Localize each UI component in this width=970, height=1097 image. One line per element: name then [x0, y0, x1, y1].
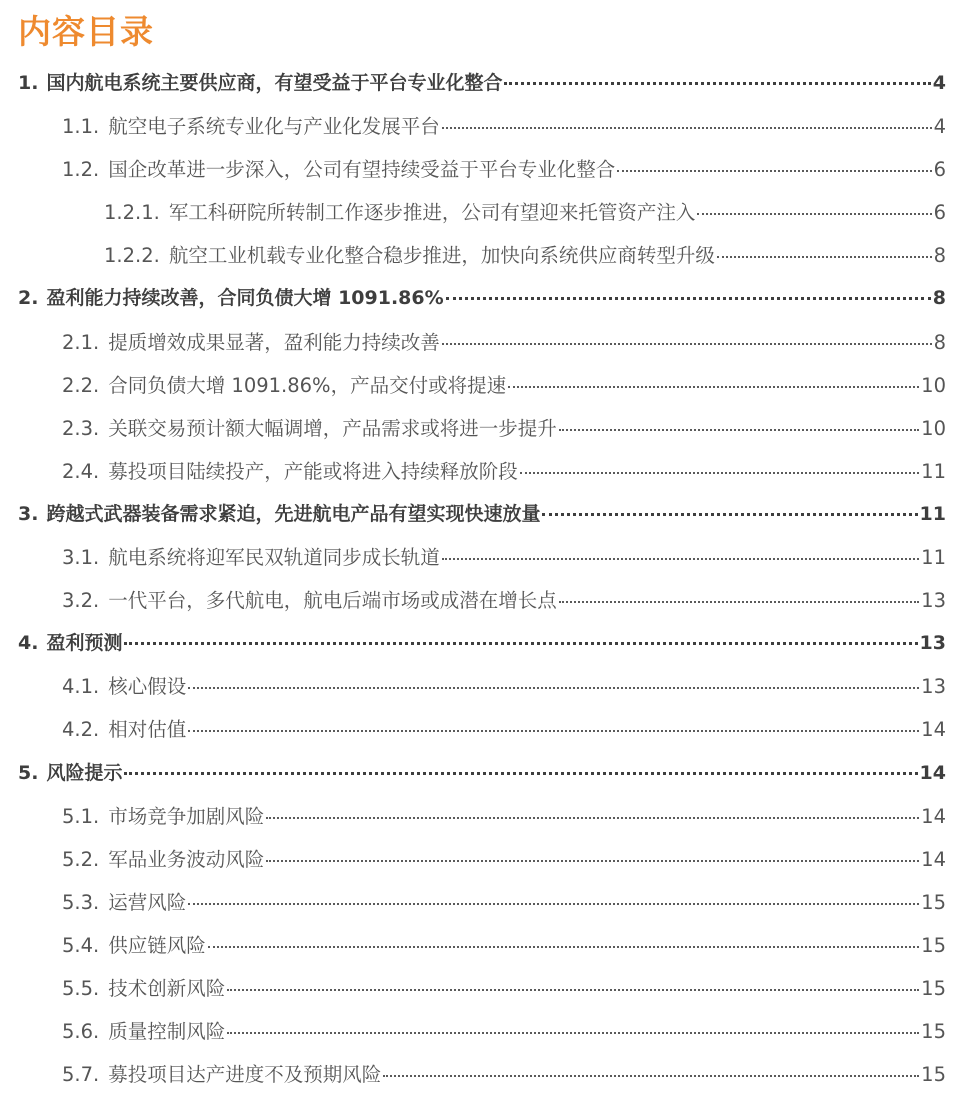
toc-entry-number: 2.2. — [62, 373, 100, 397]
dot-leader — [559, 601, 919, 603]
toc-entry-2-4[interactable] — [0, 450, 970, 493]
dot-leader — [442, 558, 919, 560]
toc-entry-title: 核心假设 — [108, 675, 187, 699]
toc-entry-page: 6 — [933, 158, 946, 182]
toc-entry-title: 航空工业机载专业化整合稳步推进，加快向系统供应商转型升级 — [168, 244, 715, 268]
toc-entry-title: 军工科研院所转制工作逐步推进，公司有望迎来托管资产注入 — [168, 201, 696, 225]
toc-entry-3[interactable] — [0, 493, 970, 536]
dot-leader — [559, 429, 919, 431]
toc-entry-number: 1.2.1. — [104, 201, 160, 225]
dot-leader — [508, 386, 919, 388]
toc-entry-page: 15 — [921, 890, 946, 914]
toc-entry-1-1[interactable] — [0, 105, 970, 148]
toc-entry-title: 募投项目陆续投产，产能或将进入持续释放阶段 — [108, 459, 518, 483]
toc-entry-title: 一代平台，多代航电，航电后端市场或成潜在增长点 — [108, 589, 557, 613]
toc-entry-title: 合同负债大增 1091.86%，产品交付或将提速 — [108, 373, 507, 397]
dot-leader — [446, 297, 931, 300]
toc-entry-title: 募投项目达产进度不及预期风险 — [108, 1063, 382, 1087]
toc-entry-title: 运营风险 — [108, 890, 187, 914]
toc-entry-number: 5.1. — [62, 804, 100, 828]
toc-entry-number: 4.2. — [62, 718, 100, 742]
toc-entry-page: 6 — [933, 201, 946, 225]
toc-entry-5-2[interactable] — [0, 838, 970, 881]
toc-entry-page: 8 — [932, 287, 946, 310]
toc-entry-title: 军品业务波动风险 — [108, 847, 265, 871]
toc-entry-5-7[interactable] — [0, 1053, 970, 1096]
toc-entry-page: 8 — [933, 330, 946, 354]
toc-entry-5-6[interactable] — [0, 1010, 970, 1053]
toc-entry-3-1[interactable] — [0, 536, 970, 579]
toc-entry-number: 4.1. — [62, 675, 100, 699]
toc-entry-number: 2. — [18, 287, 39, 310]
toc-entry-number: 5.7. — [62, 1063, 100, 1087]
toc-entry-number: 5.5. — [62, 976, 100, 1000]
toc-entry-2-2[interactable] — [0, 364, 970, 407]
toc-entry-page: 13 — [919, 632, 946, 655]
toc-entry-title: 质量控制风险 — [108, 1020, 226, 1044]
toc-entry-2-1[interactable] — [0, 321, 970, 364]
dot-leader — [227, 1032, 919, 1034]
toc-entry-page: 14 — [921, 804, 946, 828]
toc-entry-page: 4 — [932, 72, 946, 94]
toc-entry-number: 5. — [18, 761, 39, 784]
toc-entry-page: 10 — [921, 416, 946, 440]
toc-entry-page: 11 — [921, 459, 946, 483]
toc-entry-title: 关联交易预计额大幅调增，产品需求或将进一步提升 — [108, 416, 557, 440]
dot-leader — [208, 946, 919, 948]
toc-entry-page: 15 — [921, 1063, 946, 1087]
toc-entry-number: 1.2. — [62, 158, 100, 182]
toc-entry-page: 15 — [921, 976, 946, 1000]
toc-entry-1-2-2[interactable] — [0, 234, 970, 277]
toc-entry-title: 跨越式武器装备需求紧迫，先进航电产品有望实现快速放量 — [46, 502, 541, 525]
dot-leader — [188, 730, 919, 732]
toc-entry-title: 国企改革进一步深入，公司有望持续受益于平台专业化整合 — [108, 158, 616, 182]
toc-entry-5-3[interactable] — [0, 881, 970, 924]
toc-entry-title: 盈利能力持续改善，合同负债大增 1091.86% — [46, 287, 444, 310]
toc-entry-title: 提质增效成果显著，盈利能力持续改善 — [108, 330, 440, 354]
dot-leader — [442, 127, 932, 129]
dot-leader — [697, 213, 931, 215]
toc-entry-title: 技术创新风险 — [108, 976, 226, 1000]
toc-list — [0, 62, 970, 1096]
toc-entry-number: 1. — [18, 72, 39, 94]
toc-entry-title: 相对估值 — [108, 718, 187, 742]
toc-entry-3-2[interactable] — [0, 579, 970, 622]
toc-entry-page: 13 — [921, 589, 946, 613]
toc-entry-number: 3.1. — [62, 546, 100, 570]
dot-leader — [442, 343, 932, 345]
toc-entry-number: 3.2. — [62, 589, 100, 613]
toc-entry-number: 5.6. — [62, 1020, 100, 1044]
toc-entry-page: 14 — [919, 761, 946, 784]
toc-entry-2-3[interactable] — [0, 407, 970, 450]
toc-entry-4-1[interactable] — [0, 665, 970, 708]
toc-entry-number: 5.4. — [62, 933, 100, 957]
toc-entry-page: 11 — [921, 546, 946, 570]
toc-entry-title: 国内航电系统主要供应商，有望受益于平台专业化整合 — [46, 72, 503, 94]
toc-entry-number: 5.3. — [62, 890, 100, 914]
toc-entry-title: 航空电子系统专业化与产业化发展平台 — [108, 115, 440, 139]
toc-entry-number: 1.2.2. — [104, 244, 160, 268]
toc-entry-page: 10 — [921, 373, 946, 397]
toc-entry-5[interactable] — [0, 752, 970, 795]
dot-leader — [383, 1075, 919, 1077]
toc-entry-page: 14 — [921, 718, 946, 742]
toc-entry-number: 2.1. — [62, 330, 100, 354]
toc-entry-1-2-1[interactable] — [0, 191, 970, 234]
toc-entry-number: 5.2. — [62, 847, 100, 871]
toc-entry-4[interactable] — [0, 622, 970, 665]
toc-entry-4-2[interactable] — [0, 708, 970, 751]
toc-entry-page: 15 — [921, 1020, 946, 1044]
toc-entry-title: 盈利预测 — [46, 632, 123, 655]
toc-entry-5-1[interactable] — [0, 795, 970, 838]
toc-entry-title: 供应链风险 — [108, 933, 206, 957]
toc-entry-page: 4 — [933, 115, 946, 139]
toc-entry-2[interactable] — [0, 277, 970, 320]
toc-entry-title: 航电系统将迎军民双轨道同步成长轨道 — [108, 546, 440, 570]
dot-leader — [124, 642, 917, 645]
dot-leader — [717, 256, 932, 258]
toc-entry-number: 4. — [18, 632, 39, 655]
dot-leader — [542, 513, 917, 516]
toc-entry-1[interactable] — [0, 62, 970, 105]
toc-entry-number: 3. — [18, 502, 39, 525]
dot-leader — [227, 989, 919, 991]
toc-entry-page: 15 — [921, 933, 946, 957]
toc-entry-5-4[interactable] — [0, 924, 970, 967]
dot-leader — [266, 860, 919, 862]
toc-entry-5-5[interactable] — [0, 967, 970, 1010]
dot-leader — [266, 817, 919, 819]
toc-entry-page: 14 — [921, 847, 946, 871]
toc-entry-number: 1.1. — [62, 115, 100, 139]
dot-leader — [504, 82, 930, 85]
toc-entry-title: 风险提示 — [46, 761, 123, 784]
toc-entry-number: 2.3. — [62, 416, 100, 440]
toc-entry-number: 2.4. — [62, 459, 100, 483]
dot-leader — [617, 170, 931, 172]
dot-leader — [188, 687, 919, 689]
dot-leader — [520, 472, 919, 474]
toc-entry-page: 8 — [933, 244, 946, 268]
dot-leader — [188, 903, 919, 905]
toc-entry-page: 11 — [919, 502, 946, 525]
toc-entry-page: 13 — [921, 675, 946, 699]
dot-leader — [124, 772, 917, 775]
toc-entry-1-2[interactable] — [0, 148, 970, 191]
toc-title: 内容目录 — [18, 12, 154, 51]
toc-entry-title: 市场竞争加剧风险 — [108, 804, 265, 828]
